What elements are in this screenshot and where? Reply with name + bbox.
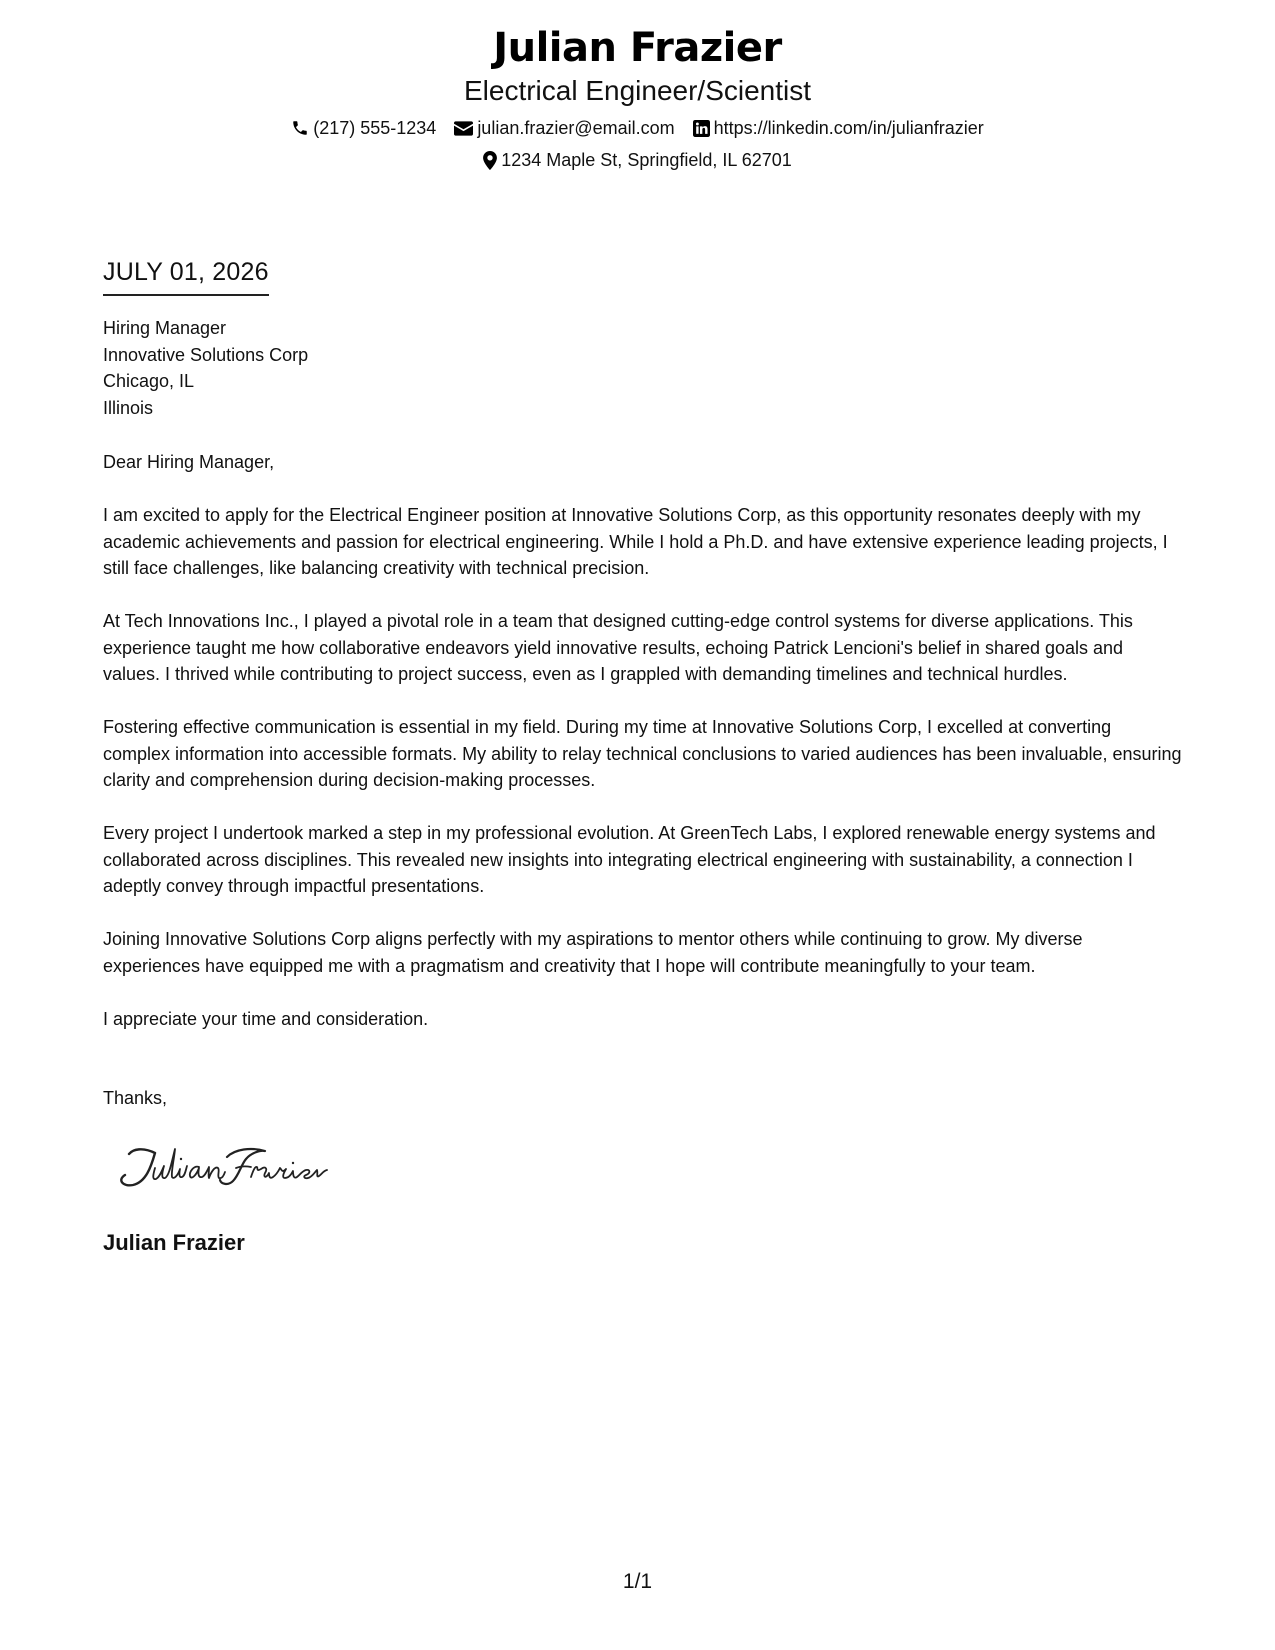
applicant-title: Electrical Engineer/Scientist [463,75,812,106]
email-address: julian.frazier@email.com [477,118,675,138]
recipient-block [103,315,308,421]
signer-name: Julian Frazier [103,1230,245,1255]
body-paragraph: I am excited to apply for the Electrical Engineer position at Innovative Solutions Corp, as this opportunity resonates deeply with my academic achievements and passion for electrical engineering. While I hold a Ph.D. and have extensive experience leading projects, I still face challenges, like balancing creativity with technical precision. [103,505,1168,578]
email-contact[interactable] [454,116,674,140]
envelope-icon [454,121,473,136]
body-paragraph: Joining Innovative Solutions Corp aligns perfectly with my aspirations to mentor others while continuing to grow. My diverse experiences have equipped me with a pragmatism and creativity that I hope will contribute meaningfully to your team. [103,929,1083,976]
letter-body [103,449,1183,1059]
applicant-name: Julian Frazier [493,25,782,71]
closing: Thanks, [103,1088,168,1108]
handwritten-signature [115,1135,345,1202]
body-paragraph: At Tech Innovations Inc., I played a pivotal role in a team that designed cutting-edge control systems for diverse applications. This experience taught me how collaborative endeavors yield innovative results, echoing Patrick Lencioni's belief in shared goals and values. I thrived while contributing to project success, even as I grappled with demanding timelines and technical hurdles. [103,611,1133,684]
recipient-company: Innovative Solutions Corp [103,344,309,365]
phone-icon [291,119,309,137]
body-paragraph: Every project I undertook marked a step in my professional evolution. At GreenTech Labs, I explored renewable energy systems and collaborated across disciplines. This revealed new insights into integrating electrical engineering with sustainability, a connection I adeptly convey through impactful presentations. [103,823,1156,896]
linkedin-url: https://linkedin.com/in/julianfrazier [713,118,984,138]
page-number: 1/1 [622,1570,653,1593]
address-row [0,148,1275,172]
recipient-name: Hiring Manager [103,318,227,338]
contact-row [0,116,1275,140]
phone-contact[interactable] [291,116,436,140]
letter-date: JULY 01, 2026 [103,255,269,296]
map-marker-icon [483,151,497,170]
body-paragraph: I appreciate your time and consideration. [103,1008,429,1029]
letter-header [0,22,1275,172]
linkedin-icon [693,120,710,137]
salutation: Dear Hiring Manager, [103,452,275,472]
recipient-state: Illinois [103,397,154,418]
linkedin-contact[interactable] [693,116,984,140]
address-contact [483,148,792,172]
phone-number: (217) 555-1234 [313,118,437,138]
street-address: 1234 Maple St, Springfield, IL 62701 [501,150,792,170]
body-paragraph: Fostering effective communication is essential in my field. During my time at Innovative Solutions Corp, I excelled at converting complex information into accessible formats. My ability to relay technical conclusions to varied audiences has been invaluable, ensuring clarity and comprehension during decision-making processes. [103,717,1182,790]
recipient-city: Chicago, IL [103,371,195,391]
